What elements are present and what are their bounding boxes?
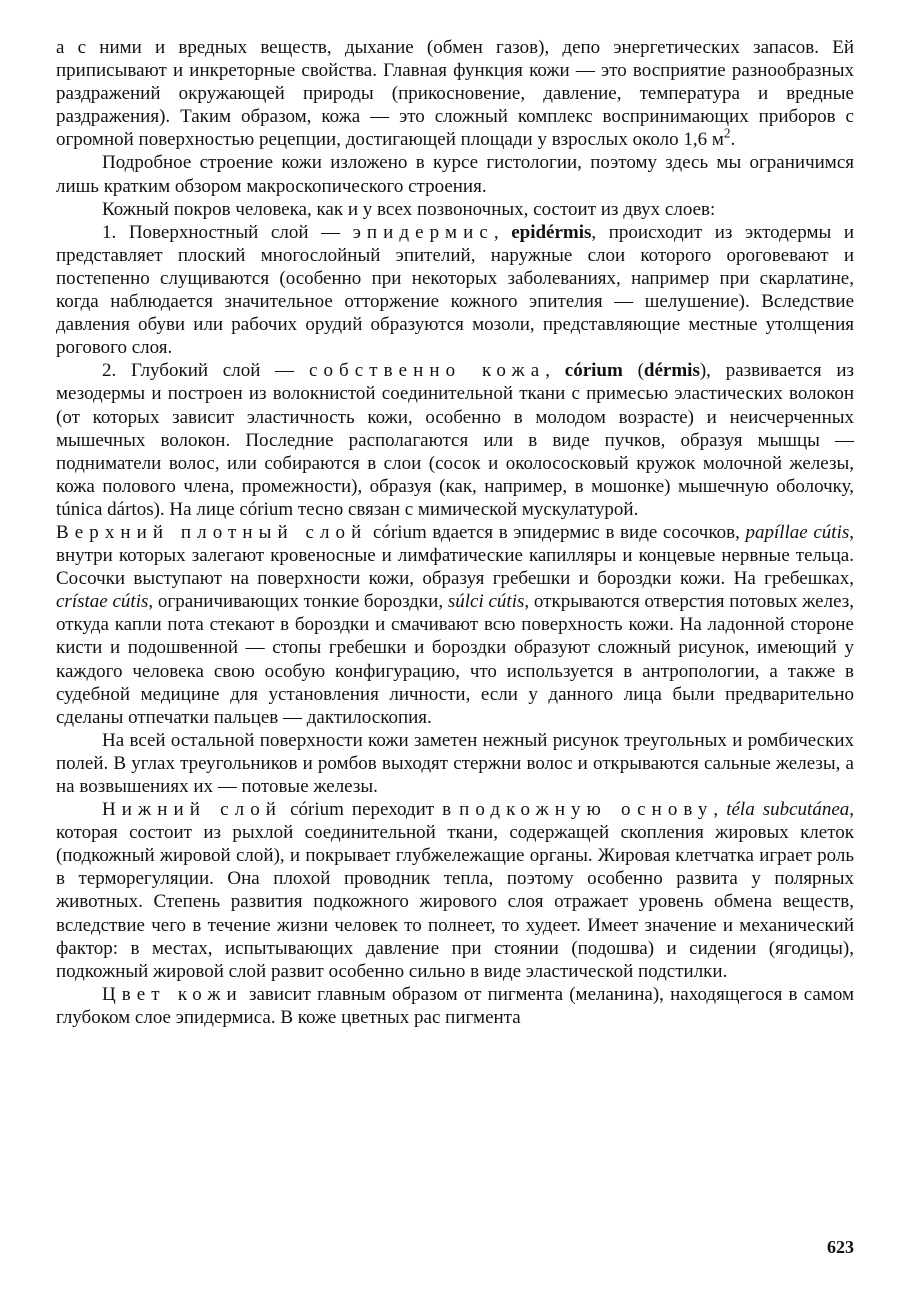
spaced-term: Нижний слой (102, 799, 283, 821)
latin-term: crístae cútis (56, 591, 149, 613)
paragraph-upper-layer: Верхний плотный слой córium вдается в эпидермис в виде сосочков, papíllae cútis, внутри которых залегают кровеносные и лимфатические капилляры и концевые нервные тельца. Сосочки выступают на поверхности кожи, образуя гребешки и бороздки кожи. На гребешках, crístae cútis, ограничивающих тонкие бороздки, súlci cútis, открываются отверстия потовых желез, откуда капли пота стекают в бороздки и смачивают всю поверхность кожи. На ладонной стороне кисти и подошвенной — стопы гребешки и бороздки образуют сложный рисунок, имеющий у каждого человека свою особую конфигурацию, что используется в антропологии, а также в судебной медицине для установления личности, если у данного лица были предварительно сделаны отпечатки пальцев — дактилоскопия. (56, 521, 854, 728)
latin-term: súlci cútis (447, 591, 525, 613)
paragraph-skin-pattern: На всей остальной поверхности кожи заметен нежный рисунок треугольных и ромбических полей. В углах треугольников и ромбов выходят стержни волос и открываются сальные железы, а на возвышениях их — потовые железы. (56, 729, 854, 797)
paragraph-epidermis: 1. Поверхностный слой — эпидермис, epidérmis, происходит из эктодермы и представляет плоский многослойный эпителий, наружные слои которого ороговевают и постепенно слущиваются (особенно при некоторых заболеваниях, например при скарлатине, когда наблюдается значительное отторжение кожного эпителия — шелушение). Вследствие давления обуви или рабочих орудий образуются мозоли, представляющие местные утолщения рогового слоя. (56, 221, 854, 359)
latin-term: epidérmis (511, 221, 592, 243)
latin-term: papíllae cútis (745, 521, 850, 543)
spaced-term: подкожную основу (459, 799, 714, 821)
paragraph-functions: а с ними и вредных веществ, дыхание (обмен газов), депо энергетических запасов. Ей приписывают и инкреторные свойства. Главная функция кожи — это восприятие разнообразных раздражений окружающей природы (прикосновение, давление, температура и вредные раздражения). Таким образом, кожа — это сложный комплекс воспринимающих приборов с огромной поверхностью рецепции, достигающей площади у взрослых около 1,6 $м^2$. (56, 37, 854, 151)
superscript: 2 (723, 126, 731, 142)
latin-term: téla subcutánea (726, 799, 850, 821)
page-number: 623 (827, 1237, 854, 1257)
paragraph-corium: 2. Глубокий слой — собственно кожа, córium (dérmis), развивается из мезодермы и построен из волокнистой соединительной ткани с примесью эластических волокон (от которых зависит эластичность кожи, особенно в молодом возрасте) и неисчерченных мышечных волокон. Последние располагаются или в виде пучков, образуя мышцы — подниматели волос, или собираются в слои (сосок и околососковый кружок молочной железы, кожа полового члена, промежности), образуя (как, например, в мошонке) мышечную оболочку, túnica dártos). На лице córium тесно связан с мимической мускулатурой. (56, 360, 855, 520)
paragraph-histology-note: Подробное строение кожи изложено в курсе гистологии, поэтому здесь мы ограничимся лишь кратким обзором макроскопического строения. (56, 152, 854, 197)
spaced-term: собственно кожа (308, 360, 546, 382)
spaced-term: Цвет кожи (102, 983, 243, 1005)
paragraph-skin-color: Цвет кожи зависит главным образом от пигмента (меланина), находящегося в самом глубоком слое эпидермиса. В коже цветных рас пигмента (56, 983, 854, 1028)
spaced-term: эпидермис (352, 221, 494, 243)
latin-term: córium (564, 360, 623, 382)
latin-term: dérmis (643, 360, 700, 382)
paragraph-lower-layer: Нижний слой córium переходит в подкожную основу, téla subcutánea, которая состоит из рыхлой соединительной ткани, содержащей скопления жировых клеток (подкожный жировой слой), и покрывает глубжележащие органы. Жировая клетчатка играет роль в терморегуляции. Она плохой проводник тепла, поэтому особенно развита у полярных животных. Степень развития подкожного жирового слоя отражает уровень обмена веществ, вследствие чего в течение жизни человек то полнеет, то худеет. Имеет значение и механический фактор: в местах, испытывающих давление при стоянии (подошва) и сидении (ягодицы), подкожный жировой слой развит особенно сильно в виде эластической подстилки. (56, 799, 855, 982)
paragraph-two-layers: Кожный покров человека, как и у всех позвоночных, состоит из двух слоев: (102, 198, 716, 220)
spaced-term: Верхний плотный слой (56, 521, 368, 543)
